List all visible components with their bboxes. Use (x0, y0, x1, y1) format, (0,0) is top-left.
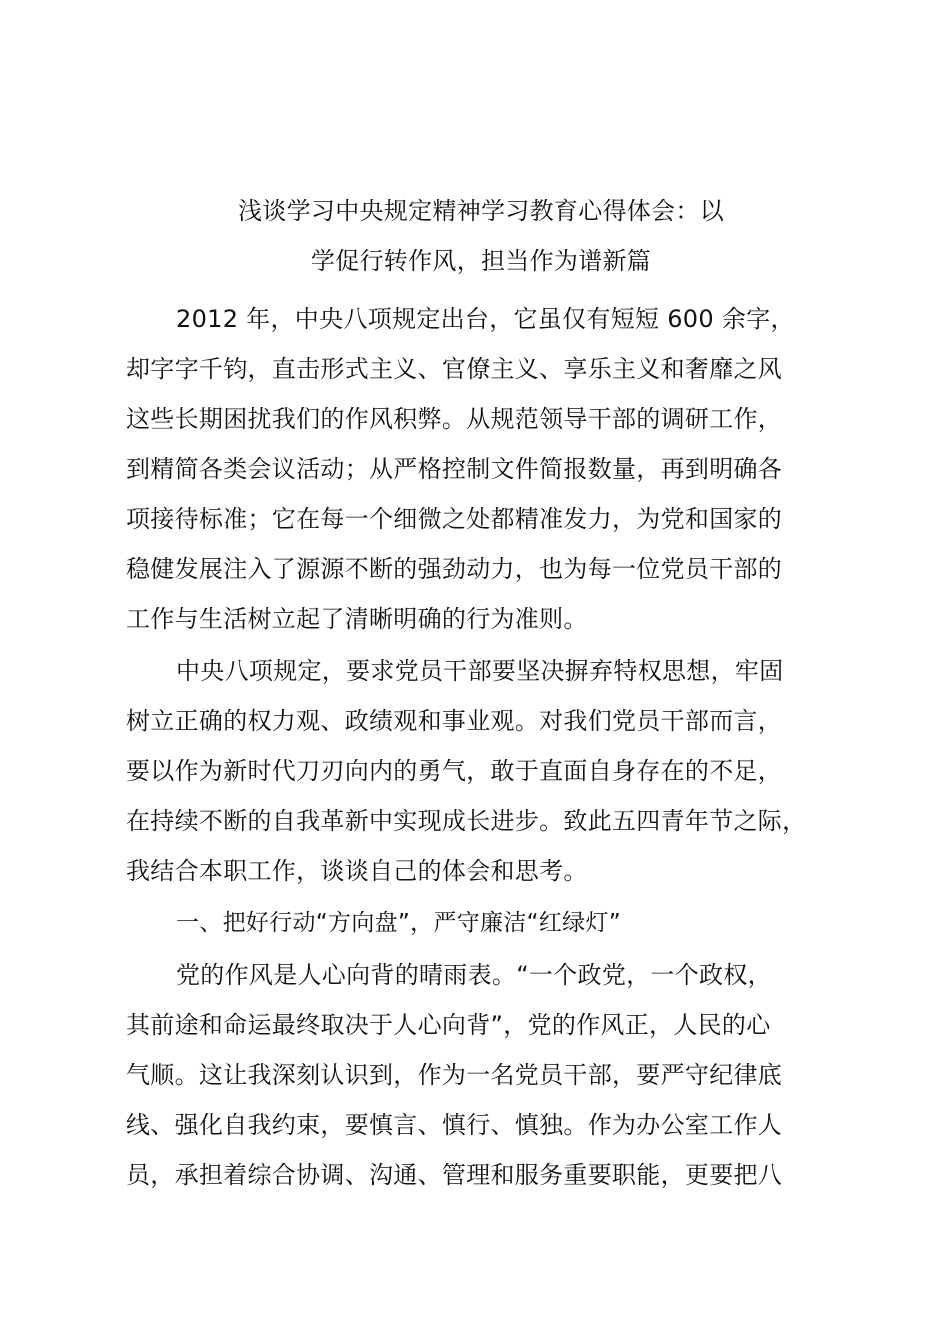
paragraph-line: 气顺。这让我深刻认识到，作为一名党员干部，要严守纪律底 (126, 1061, 783, 1089)
paragraph-line: 项接待标准；它在每一个细微之处都精准发力，为党和国家的 (126, 505, 783, 533)
paragraph-line: 到精简各类会议活动；从严格控制文件简报数量，再到明确各 (126, 455, 783, 483)
section-heading-text: 一、把好行动“方向盘”，严守廉洁“红绿灯” (176, 910, 621, 936)
paragraph-line: 工作与生活树立起了清晰明确的行为准则。 (126, 605, 588, 633)
paragraph-1 (126, 294, 836, 644)
paragraph-line: 在持续不断的自我革新中实现成长进步。致此五四青年节之际， (126, 807, 807, 835)
paragraph-line: 这些长期困扰我们的作风积弊。从规范领导干部的调研工作， (126, 405, 783, 433)
document-body (126, 294, 836, 1200)
paragraph-2 (126, 646, 836, 896)
paragraph-line: 却字字千钧，直击形式主义、官僚主义、享乐主义和奢靡之风 (126, 355, 783, 383)
section-heading-1 (126, 898, 836, 948)
paragraph-line: 要以作为新时代刀刃向内的勇气，敢于直面自身存在的不足， (126, 757, 783, 785)
title-line-2: 学促行转作风，担当作为谱新篇 (310, 247, 652, 275)
title-line-1: 浅谈学习中央规定精神学习教育心得体会：以 (238, 197, 724, 225)
paragraph-line: 员，承担着综合协调、沟通、管理和服务重要职能，更要把八 (126, 1161, 783, 1189)
document-title (126, 186, 836, 286)
paragraph-line: 线、强化自我约束，要慎言、慎行、慎独。作为办公室工作人 (126, 1111, 783, 1139)
paragraph-line: 稳健发展注入了源源不断的强劲动力，也为每一位党员干部的 (126, 555, 783, 583)
paragraph-3 (126, 950, 836, 1200)
paragraph-line: 党的作风是人心向背的晴雨表。“一个政党，一个政权， (176, 961, 772, 989)
paragraph-line: 树立正确的权力观、政绩观和事业观。对我们党员干部而言， (126, 707, 783, 735)
paragraph-line: 我结合本职工作，谈谈自己的体会和思考。 (126, 857, 588, 885)
paragraph-line: 其前途和命运最终取决于人心向背”，党的作风正，人民的心 (126, 1011, 771, 1039)
paragraph-line: 中央八项规定，要求党员干部要坚决摒弃特权思想，牢固 (176, 657, 784, 685)
document-page (126, 186, 836, 1202)
paragraph-line: 2012 年，中央八项规定出台，它虽仅有短短 600 余字， (176, 305, 795, 333)
